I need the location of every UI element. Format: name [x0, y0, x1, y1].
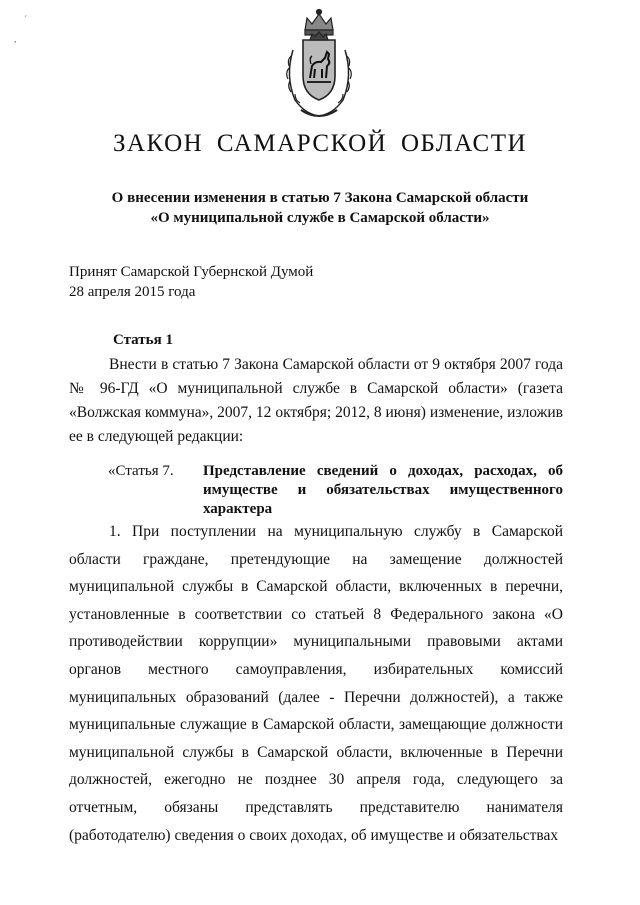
article1-text: Внести в статью 7 Закона Самарской области от 9 октября 2007 года № 96-ГД «О муниципальной службе в Самарской области» (газета «Волжская коммуна», 2007, 12 октября; 2012, 8 июня) изменение, изложив ее в следующей редакции: — [69, 356, 563, 445]
subtitle-line: О внесении изменения в статью 7 Закона Самарской области — [111, 190, 529, 206]
article1-paragraph — [69, 353, 563, 449]
law-title: ЗАКОН САМАРСКОЙ ОБЛАСТИ — [112, 130, 528, 157]
subtitle-line: «О муниципальной службе в Самарской области» — [150, 210, 490, 226]
samara-coat-of-arms-icon — [277, 6, 361, 124]
adoption-info — [69, 262, 313, 302]
scan-speck: ´ — [24, 14, 27, 24]
article7-title: Представление сведений о доходах, расходах, об имуществе и обязательствах имущественного характера — [203, 463, 563, 517]
scan-speck: , — [14, 34, 17, 44]
adoption-date: 28 апреля 2015 года — [69, 284, 196, 300]
adoption-body: Принят Самарской Губернской Думой — [69, 264, 314, 280]
law-subtitle — [0, 188, 640, 228]
article-heading: Статья 1 — [113, 332, 173, 348]
article7-paragraph — [69, 518, 563, 849]
article7-label: «Статья 7. — [108, 463, 174, 479]
article7-paragraph1-text: 1. При поступлении на муниципальную службу в Самарской области граждане, претендующие на замещение должностей муниципальной службы в Самарской области, включенных в перечни, установленные в соответствии со статьей 8 Федерального закона «О противодействии коррупции» муниципальными правовыми актами органов местного самоуправления, избирательных комиссий муниципальных образований (далее - Перечни должностей), а также муниципальные служащие в Самарской области, замещающие должности муниципальной службы в Самарской области, включенные в Перечни должностей, ежегодно не позднее 30 апреля года, следующего за отчетным, обязаны представлять представителю нанимателя (работодателю) сведения о своих доходах, об имуществе и обязательствах — [69, 523, 563, 844]
